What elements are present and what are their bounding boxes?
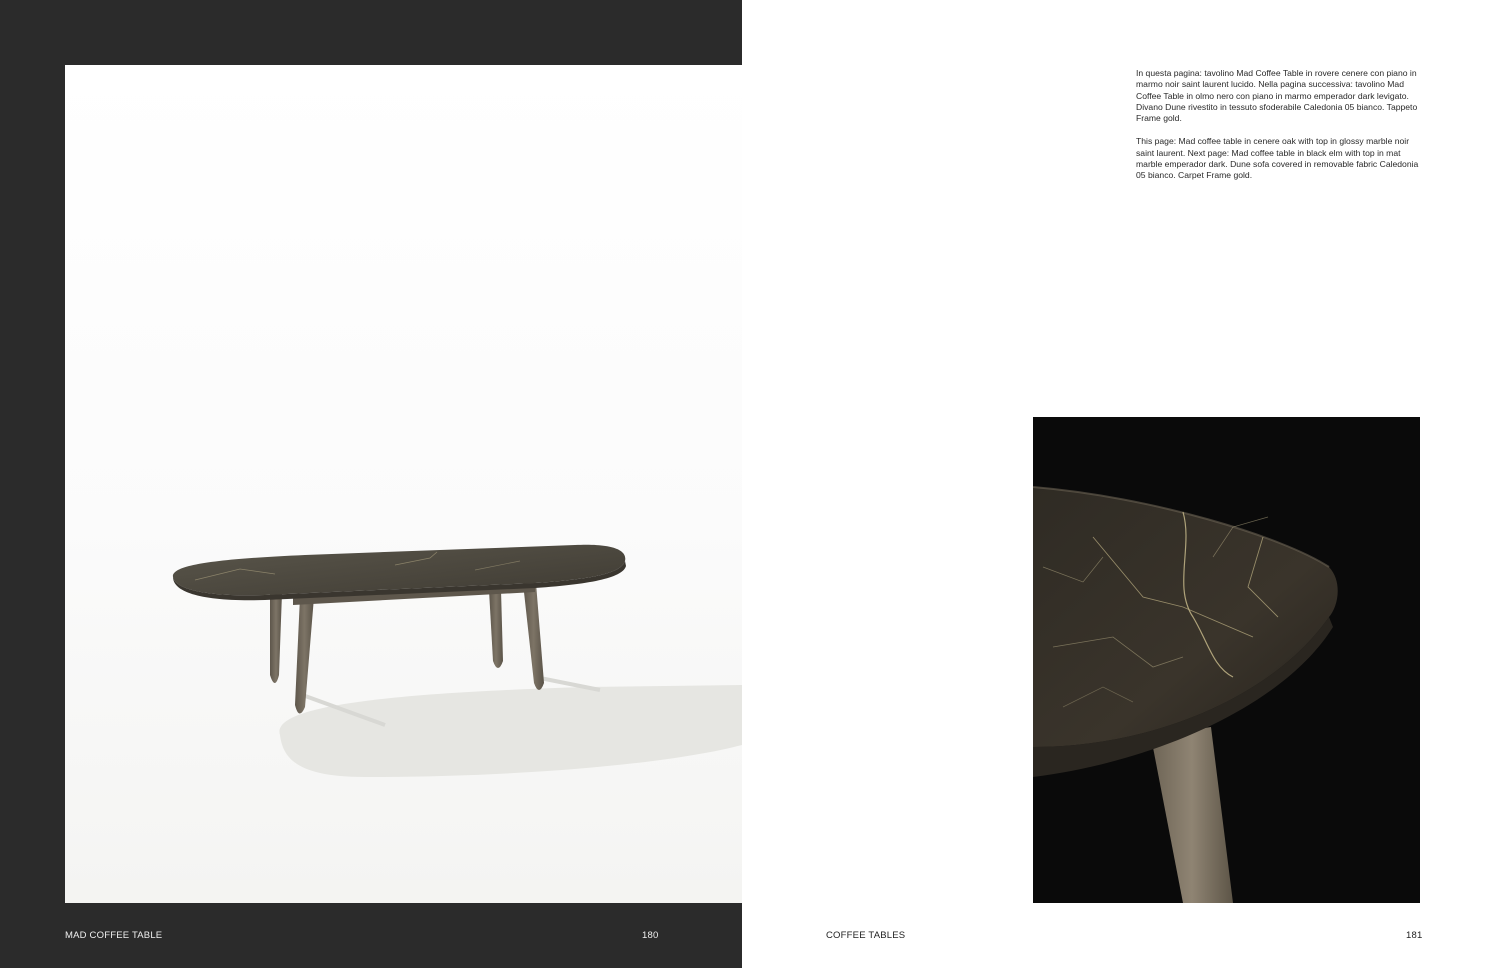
right-page-number: 181 [1406, 930, 1423, 941]
left-page [0, 0, 742, 968]
marble-detail-photo [1033, 417, 1420, 903]
left-footer-title: MAD COFFEE TABLE [65, 930, 163, 941]
left-page-number: 180 [642, 930, 659, 941]
caption [1136, 68, 1420, 194]
caption-english: This page: Mad coffee table in cenere oak with top in glossy marble noir saint laurent. Next page: Mad coffee table in black elm with top in mat marble emperador dark. Dune sofa covered in removable fabric Caledonia 05 bianco. Carpet Frame gold. [1136, 136, 1419, 181]
right-footer-title: COFFEE TABLES [826, 930, 906, 941]
caption-italian: In questa pagina: tavolino Mad Coffee Table in rovere cenere con piano in marmo noir saint laurent lucido. Nella pagina successiva: tavolino Mad Coffee Table in olmo nero con piano in marmo emperador dark levigato. Divano Dune rivestito in tessuto sfoderabile Caledonia 05 bianco. Tappeto Frame gold. [1136, 68, 1418, 124]
coffee-table-photo [65, 65, 742, 903]
